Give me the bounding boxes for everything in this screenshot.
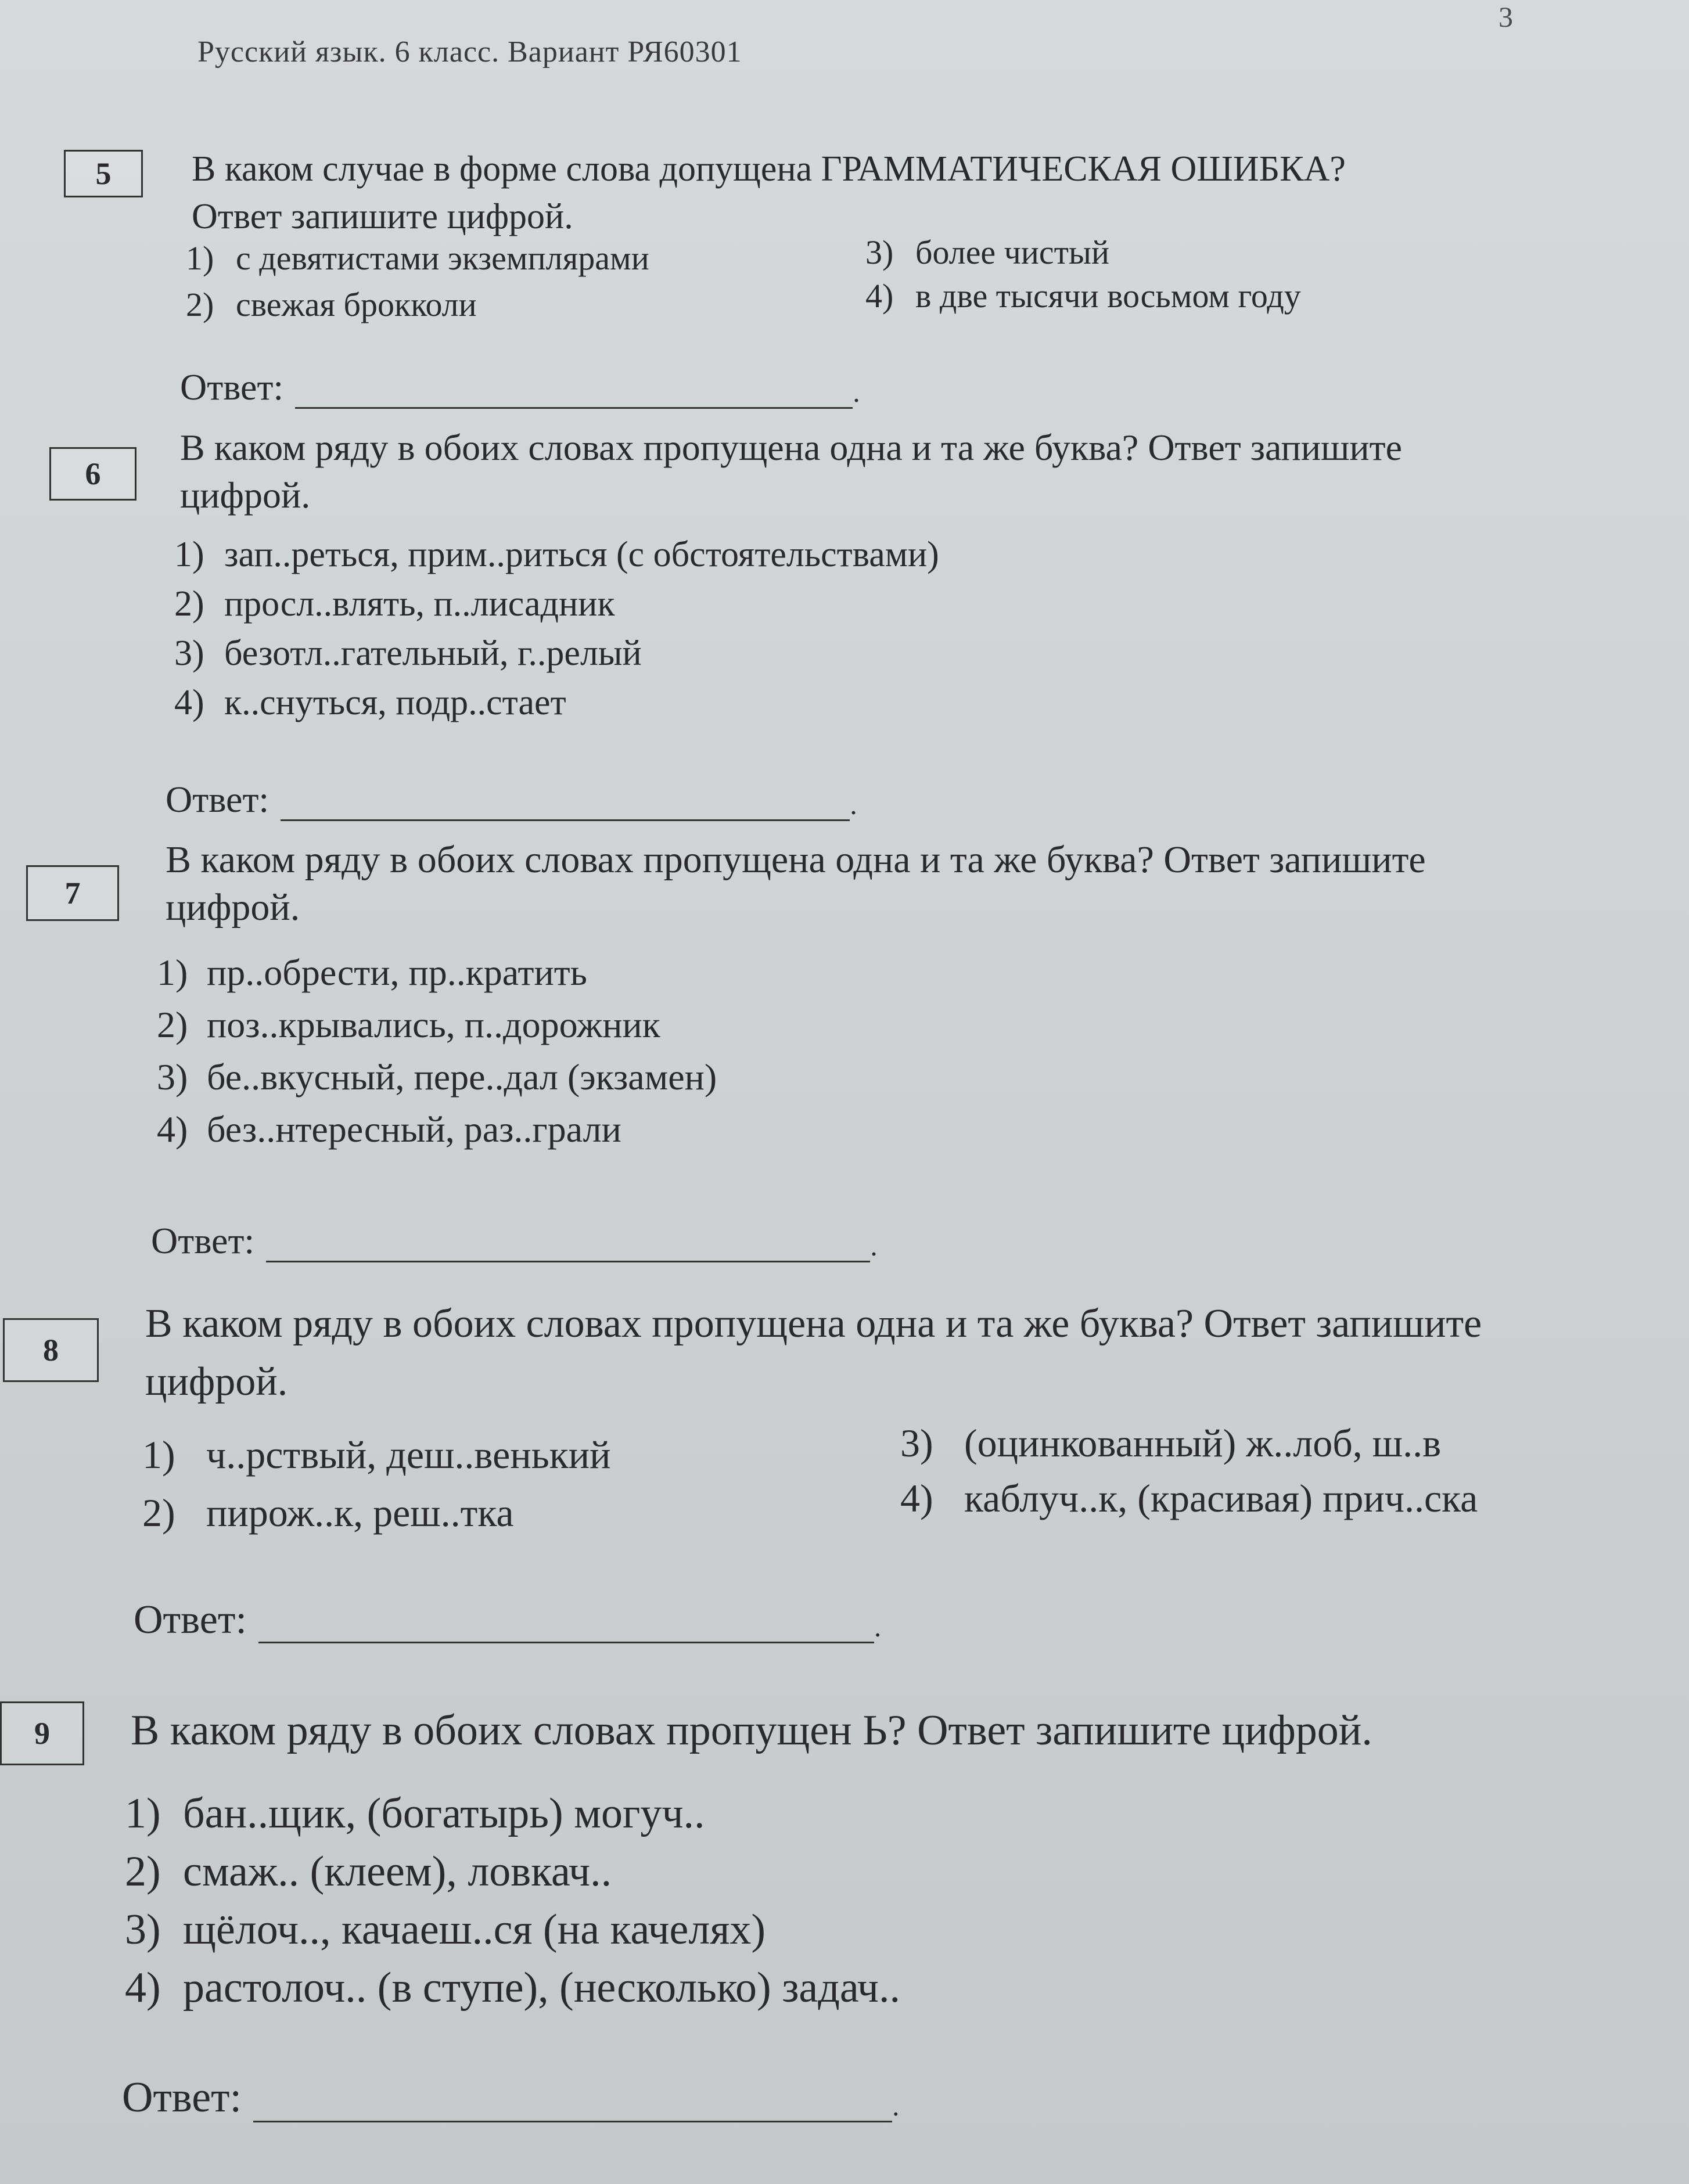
- option-number: 2): [186, 286, 214, 323]
- page-header: Русский язык. 6 класс. Вариант РЯ60301: [197, 35, 742, 69]
- option-3: [125, 1902, 766, 1958]
- option-4: [157, 1109, 621, 1150]
- answer-row: [151, 1219, 878, 1262]
- option-2: [142, 1492, 514, 1533]
- option-text: щёлоч.., качаеш..ся (на качелях): [183, 1906, 766, 1953]
- answer-field[interactable]: [258, 1613, 874, 1643]
- option-4: [125, 1960, 900, 2016]
- option-number: 3): [900, 1421, 933, 1465]
- option-number: 3): [157, 1056, 188, 1098]
- answer-row: [180, 366, 861, 409]
- option-3: [157, 1057, 717, 1098]
- option-number: 3): [865, 233, 894, 271]
- task-number-box: 5: [64, 150, 143, 197]
- option-1: [157, 952, 587, 993]
- question-line: цифрой.: [145, 1359, 288, 1404]
- option-2: [157, 1005, 660, 1045]
- option-4: [174, 682, 566, 723]
- option-number: 4): [174, 683, 204, 722]
- option-text: в две тысячи восьмом году: [915, 277, 1301, 315]
- option-2: [174, 584, 615, 624]
- task-number-box: 6: [49, 447, 136, 501]
- option-2: [125, 1844, 612, 1899]
- question-line: Ответ запишите цифрой.: [192, 197, 573, 236]
- answer-row: [122, 2073, 900, 2122]
- answer-end: .: [892, 2089, 900, 2122]
- option-number: 1): [157, 952, 188, 993]
- task-question: [192, 145, 1346, 240]
- option-3: [865, 232, 1109, 273]
- option-text: бе..вкусный, пере..дал (экзамен): [207, 1056, 717, 1098]
- option-text: к..снуться, подр..стает: [224, 683, 566, 722]
- question-line: В каком ряду в обоих словах пропущена одна и та же буква? Ответ запишите: [145, 1301, 1482, 1346]
- question-line: цифрой.: [166, 886, 300, 929]
- answer-end: .: [874, 1610, 882, 1643]
- option-text: без..нтересный, раз..грали: [207, 1109, 621, 1150]
- answer-row: [166, 778, 858, 821]
- page-number: 3: [1498, 1, 1513, 33]
- answer-field[interactable]: [266, 1232, 870, 1262]
- option-number: 4): [900, 1476, 933, 1520]
- answer-field[interactable]: [295, 378, 853, 409]
- option-text: пирож..к, реш..тка: [206, 1491, 514, 1535]
- option-number: 4): [125, 1964, 161, 2012]
- option-number: 1): [186, 239, 214, 277]
- option-text: растолоч.. (в ступе), (несколько) задач..: [183, 1964, 901, 2012]
- answer-field[interactable]: [253, 2092, 892, 2122]
- answer-label: Ответ:: [122, 2074, 242, 2121]
- task-number-box: 8: [3, 1318, 99, 1382]
- answer-label: Ответ:: [151, 1220, 255, 1261]
- option-text: пр..обрести, пр..кратить: [207, 952, 587, 993]
- option-1: [186, 238, 649, 279]
- option-3: [900, 1423, 1441, 1463]
- answer-label: Ответ:: [180, 366, 284, 408]
- task-question: [131, 1701, 1372, 1760]
- option-number: 3): [174, 634, 204, 673]
- option-number: 4): [865, 277, 894, 315]
- option-1: [142, 1434, 611, 1475]
- task-question: [145, 1295, 1482, 1411]
- question-line: В каком ряду в обоих словах пропущен Ь? Ответ запишите цифрой.: [131, 1707, 1372, 1754]
- task-question: [180, 424, 1402, 519]
- option-1: [125, 1786, 705, 1841]
- option-text: каблуч..к, (красивая) прич..ска: [964, 1476, 1478, 1520]
- option-4: [865, 276, 1301, 316]
- question-line: В каком ряду в обоих словах пропущена одна и та же буква? Ответ запишите: [166, 839, 1426, 881]
- option-number: 1): [142, 1433, 175, 1477]
- option-text: просл..влять, п..лисадник: [224, 584, 615, 624]
- option-text: смаж.. (клеем), ловкач..: [183, 1848, 612, 1895]
- option-text: с девятистами экземплярами: [236, 239, 649, 277]
- option-text: бан..щик, (богатырь) могуч..: [183, 1790, 705, 1837]
- option-number: 4): [157, 1109, 188, 1150]
- option-text: зап..реться, прим..риться (с обстоятельствами): [224, 535, 939, 574]
- option-text: поз..крывались, п..дорожник: [207, 1004, 660, 1045]
- option-number: 2): [125, 1848, 161, 1895]
- option-number: 2): [142, 1491, 175, 1535]
- answer-row: [134, 1597, 882, 1643]
- option-text: (оцинкованный) ж..лоб, ш..в: [964, 1421, 1442, 1465]
- task-number-box: 9: [0, 1701, 84, 1765]
- option-number: 2): [157, 1004, 188, 1045]
- option-text: свежая брокколи: [236, 286, 477, 323]
- task-question: [166, 836, 1426, 931]
- option-2: [186, 285, 477, 325]
- answer-end: .: [850, 788, 857, 821]
- option-text: более чистый: [915, 233, 1109, 271]
- option-1: [174, 534, 939, 575]
- answer-label: Ответ:: [166, 779, 269, 820]
- answer-field[interactable]: [281, 790, 850, 821]
- option-4: [900, 1478, 1478, 1519]
- answer-label: Ответ:: [134, 1597, 247, 1642]
- answer-end: .: [870, 1229, 878, 1262]
- option-text: безотл..гательный, г..релый: [224, 634, 642, 673]
- question-line: В каком случае в форме слова допущена ГРАММАТИЧЕСКАЯ ОШИБКА?: [192, 149, 1346, 189]
- option-3: [174, 633, 642, 674]
- option-number: 1): [125, 1790, 161, 1837]
- option-number: 3): [125, 1906, 161, 1953]
- task-number-box: 7: [26, 865, 119, 921]
- option-number: 1): [174, 535, 204, 574]
- option-number: 2): [174, 584, 204, 624]
- option-text: ч..рствый, деш..венький: [206, 1433, 611, 1477]
- question-line: цифрой.: [180, 474, 311, 516]
- answer-end: .: [853, 376, 860, 408]
- question-line: В каком ряду в обоих словах пропущена одна и та же буква? Ответ запишите: [180, 427, 1402, 468]
